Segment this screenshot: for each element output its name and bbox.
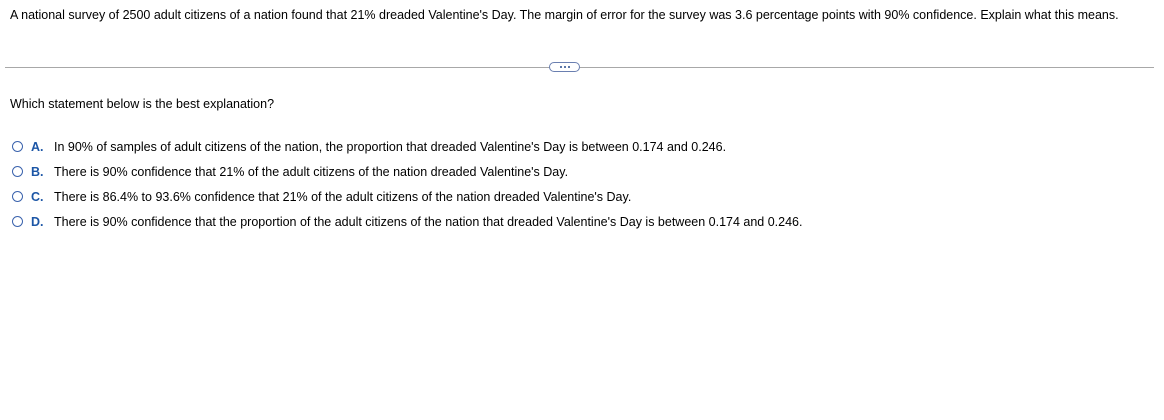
option-text: There is 90% confidence that the proportion of the adult citizens of the nation that dreaded Valentine's Day is between 0.174 and 0.246. (54, 214, 803, 229)
option-text: There is 90% confidence that 21% of the adult citizens of the nation dreaded Valentine's Day. (54, 164, 569, 179)
radio-unchecked-icon[interactable] (12, 216, 23, 227)
option-letter: A. (31, 139, 44, 154)
option-letter: C. (31, 189, 44, 204)
option-text: There is 86.4% to 93.6% confidence that 21% of the adult citizens of the nation dreaded Valentine's Day. (54, 189, 632, 204)
prompt-text: Which statement below is the best explanation? (10, 97, 275, 111)
option-c[interactable] (12, 184, 803, 209)
option-b[interactable] (12, 159, 803, 184)
option-letter: D. (31, 214, 44, 229)
option-text: In 90% of samples of adult citizens of the nation, the proportion that dreaded Valentine's Day is between 0.174 and 0.246. (54, 139, 727, 154)
option-d[interactable] (12, 209, 803, 234)
radio-unchecked-icon[interactable] (12, 166, 23, 177)
ellipsis-icon (560, 66, 570, 68)
question-text: A national survey of 2500 adult citizens of a nation found that 21% dreaded Valentine's Day. The margin of error for the survey was 3.6 percentage points with 90% confidence. Explain what this means. (10, 8, 1119, 22)
option-letter: B. (31, 164, 44, 179)
option-a[interactable] (12, 134, 803, 159)
expand-more-button[interactable] (549, 62, 580, 72)
radio-unchecked-icon[interactable] (12, 191, 23, 202)
answer-options (12, 134, 803, 234)
radio-unchecked-icon[interactable] (12, 141, 23, 152)
